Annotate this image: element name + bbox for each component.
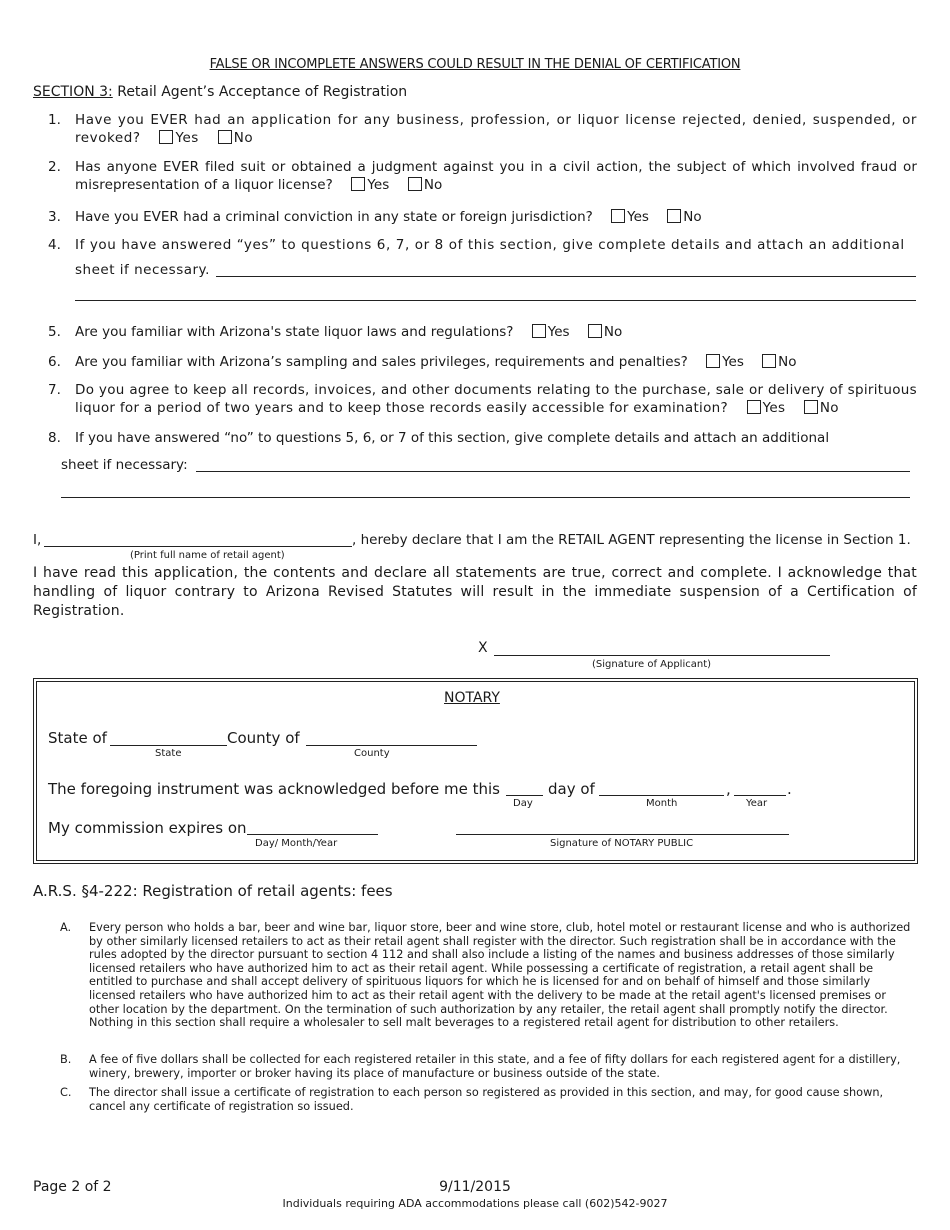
name-caption: (Print full name of retail agent) <box>130 550 285 561</box>
question-8 <box>75 429 917 447</box>
declaration-line <box>33 532 41 548</box>
declaration-prefix: I, <box>33 532 42 548</box>
ack-text: The foregoing instrument was acknowledged before me this <box>48 780 500 798</box>
question-number: 8. <box>48 430 61 446</box>
q4-details-field-2[interactable] <box>75 300 916 301</box>
question-6 <box>75 353 917 371</box>
ack-month-field[interactable] <box>599 795 724 796</box>
question-text: Do you agree to keep all records, invoices, and other documents relating to the purchase, sale or delivery of spirituous liquor for a period of two years and to keep those records easily accessible for examination? <box>75 382 917 416</box>
signature-mark: X <box>478 640 488 656</box>
notary-title: NOTARY <box>444 690 500 706</box>
question-number: 5. <box>48 324 61 340</box>
question-text: If you have answered “yes” to questions 6, 7, or 8 of this section, give complete details and attach an additional <box>75 237 905 253</box>
ack-period: . <box>787 780 792 798</box>
question-text: If you have answered “no” to questions 5, 6, or 7 of this section, give complete details and attach an additional <box>75 430 830 446</box>
statute-item-label: C. <box>60 1086 72 1099</box>
footer-date: 9/11/2015 <box>439 1179 511 1195</box>
no-label: No <box>819 400 839 416</box>
question-number: 2. <box>48 159 61 175</box>
applicant-signature-field[interactable] <box>494 655 830 656</box>
question-number: 6. <box>48 354 61 370</box>
q7-no-checkbox[interactable] <box>804 400 818 414</box>
ack-comma: , <box>726 780 731 798</box>
statute-item-a <box>60 921 917 1051</box>
question-8-line2 <box>61 457 188 473</box>
declaration-statement: I have read this application, the contents and declare all statements are true, correct and complete. I acknowledge that handling of liquor contrary to Arizona Revised Statutes will result in the immediate suspension of a Certification of Registration. <box>33 565 917 619</box>
question-text: Has anyone EVER filed suit or obtained a judgment against you in a civil action, the subject of which involved fraud or misrepresentation of a liquor license? <box>75 159 917 193</box>
q1-no-checkbox[interactable] <box>218 130 232 144</box>
commission-date-field[interactable] <box>247 834 378 835</box>
q7-yes-checkbox[interactable] <box>747 400 761 414</box>
no-label: No <box>423 177 443 193</box>
declaration-suffix: , hereby declare that I am the RETAIL AGENT representing the license in Section 1. <box>352 532 911 548</box>
ack-day-field[interactable] <box>506 795 543 796</box>
county-caption: County <box>354 748 390 759</box>
question-5 <box>75 323 917 341</box>
statute-item-label: A. <box>60 921 72 934</box>
q5-no-checkbox[interactable] <box>588 324 602 338</box>
page-number: Page 2 of 2 <box>33 1179 112 1195</box>
question-text-continued: sheet if necessary: <box>61 457 188 473</box>
yes-label: Yes <box>175 130 199 146</box>
state-label: State of <box>48 729 107 747</box>
question-4 <box>75 236 917 254</box>
question-number: 1. <box>48 112 61 128</box>
q2-no-checkbox[interactable] <box>408 177 422 191</box>
question-text: Have you EVER had a criminal conviction in any state or foreign jurisdiction? <box>75 209 593 225</box>
question-text: Are you familiar with Arizona’s sampling and sales privileges, requirements and penalties? <box>75 354 688 370</box>
ack-year-field[interactable] <box>734 795 786 796</box>
no-label: No <box>683 209 702 225</box>
statute-item-b <box>60 1053 917 1083</box>
question-text: Are you familiar with Arizona's state liquor laws and regulations? <box>75 324 514 340</box>
county-field[interactable] <box>306 745 477 746</box>
no-label: No <box>233 130 254 146</box>
q6-yes-checkbox[interactable] <box>706 354 720 368</box>
warning-heading: FALSE OR INCOMPLETE ANSWERS COULD RESULT IN THE DENIAL OF CERTIFICATION <box>209 57 741 72</box>
yes-label: Yes <box>367 177 390 193</box>
q3-yes-checkbox[interactable] <box>611 209 625 223</box>
q1-yes-checkbox[interactable] <box>159 130 173 144</box>
signature-caption: (Signature of Applicant) <box>592 659 712 670</box>
statute-item-text: A fee of five dollars shall be collected for each registered retailer in this state, and a fee of fifty dollars for each registered agent for a distillery, winery, brewery, importer or broker having its place of manufacture or business outside of the state. <box>89 1053 901 1080</box>
question-3 <box>75 208 917 226</box>
statute-item-c <box>60 1086 917 1116</box>
q2-yes-checkbox[interactable] <box>351 177 365 191</box>
yes-label: Yes <box>627 209 649 225</box>
ada-notice: Individuals requiring ADA accommodations please call (602)542-9027 <box>282 1197 668 1210</box>
statute-heading: A.R.S. §4-222: Registration of retail agents: fees <box>33 882 393 900</box>
day-caption: Day <box>513 798 533 809</box>
year-caption: Year <box>746 798 768 809</box>
question-7 <box>75 381 917 417</box>
statute-item-text: Every person who holds a bar, beer and wine bar, liquor store, beer and wine store, club, hotel motel or restaurant license and who is authorized by other similarly licensed retailers to act as their retail agent shall register with the director. Such registration shall be in accordance with the rules adopted by the director pursuant to section 4 112 and shall also include a listing of the names and business addresses of those similarly licensed retailers who have authorized him to act as their retail agent. While possessing a certificate of registration, a retail agent shall be entitled to purchase and shall accept delivery of spirituous liquors for which he is licensed for and on behalf of himself and those similarly licensed retailers who have authorized him to act as their retail agent with the delivery to be made at the retail agent's licensed premises or other location by the department. On the termination of such authorization by any retailer, the retail agent shall promptly notify the director. Nothing in this section shall require a wholesaler to sell malt beverages to a registered retail agent for distribution to other retailers. <box>89 921 911 1030</box>
state-field[interactable] <box>110 745 227 746</box>
question-text: Have you EVER had an application for any business, profession, or liquor license rejected, denied, suspended, or revoked? <box>75 112 917 146</box>
yes-label: Yes <box>762 400 786 416</box>
question-4-line2 <box>75 262 210 278</box>
notary-signature-field[interactable] <box>456 834 789 835</box>
section-heading <box>33 84 407 100</box>
statute-item-text: The director shall issue a certificate of registration to each person so registered as provided in this section, and may, for good cause shown, cancel any certificate of registration so issued. <box>89 1086 884 1113</box>
county-label: County of <box>227 729 300 747</box>
commission-text: My commission expires on <box>48 819 247 837</box>
yes-label: Yes <box>547 324 570 340</box>
retail-agent-name-field[interactable] <box>44 546 352 547</box>
q8-details-field-2[interactable] <box>61 497 910 498</box>
no-label: No <box>603 324 623 340</box>
question-text-continued: sheet if necessary. <box>75 262 210 278</box>
q3-no-checkbox[interactable] <box>667 209 681 223</box>
question-number: 4. <box>48 237 61 253</box>
question-number: 3. <box>48 209 61 225</box>
commission-caption: Day/ Month/Year <box>255 838 338 849</box>
month-caption: Month <box>646 798 678 809</box>
q4-details-field[interactable] <box>216 276 916 277</box>
section-title: Retail Agent’s Acceptance of Registration <box>112 84 408 100</box>
section-label: SECTION 3: <box>33 84 113 100</box>
q6-no-checkbox[interactable] <box>762 354 776 368</box>
statute-item-label: B. <box>60 1053 72 1066</box>
yes-label: Yes <box>722 354 744 370</box>
q5-yes-checkbox[interactable] <box>532 324 546 338</box>
question-2 <box>75 158 917 194</box>
state-caption: State <box>155 748 182 759</box>
ack-day-of: day of <box>548 780 595 798</box>
notary-sig-caption: Signature of NOTARY PUBLIC <box>550 838 694 849</box>
question-number: 7. <box>48 382 61 398</box>
question-1 <box>75 111 917 147</box>
q8-details-field[interactable] <box>196 471 910 472</box>
no-label: No <box>778 354 797 370</box>
